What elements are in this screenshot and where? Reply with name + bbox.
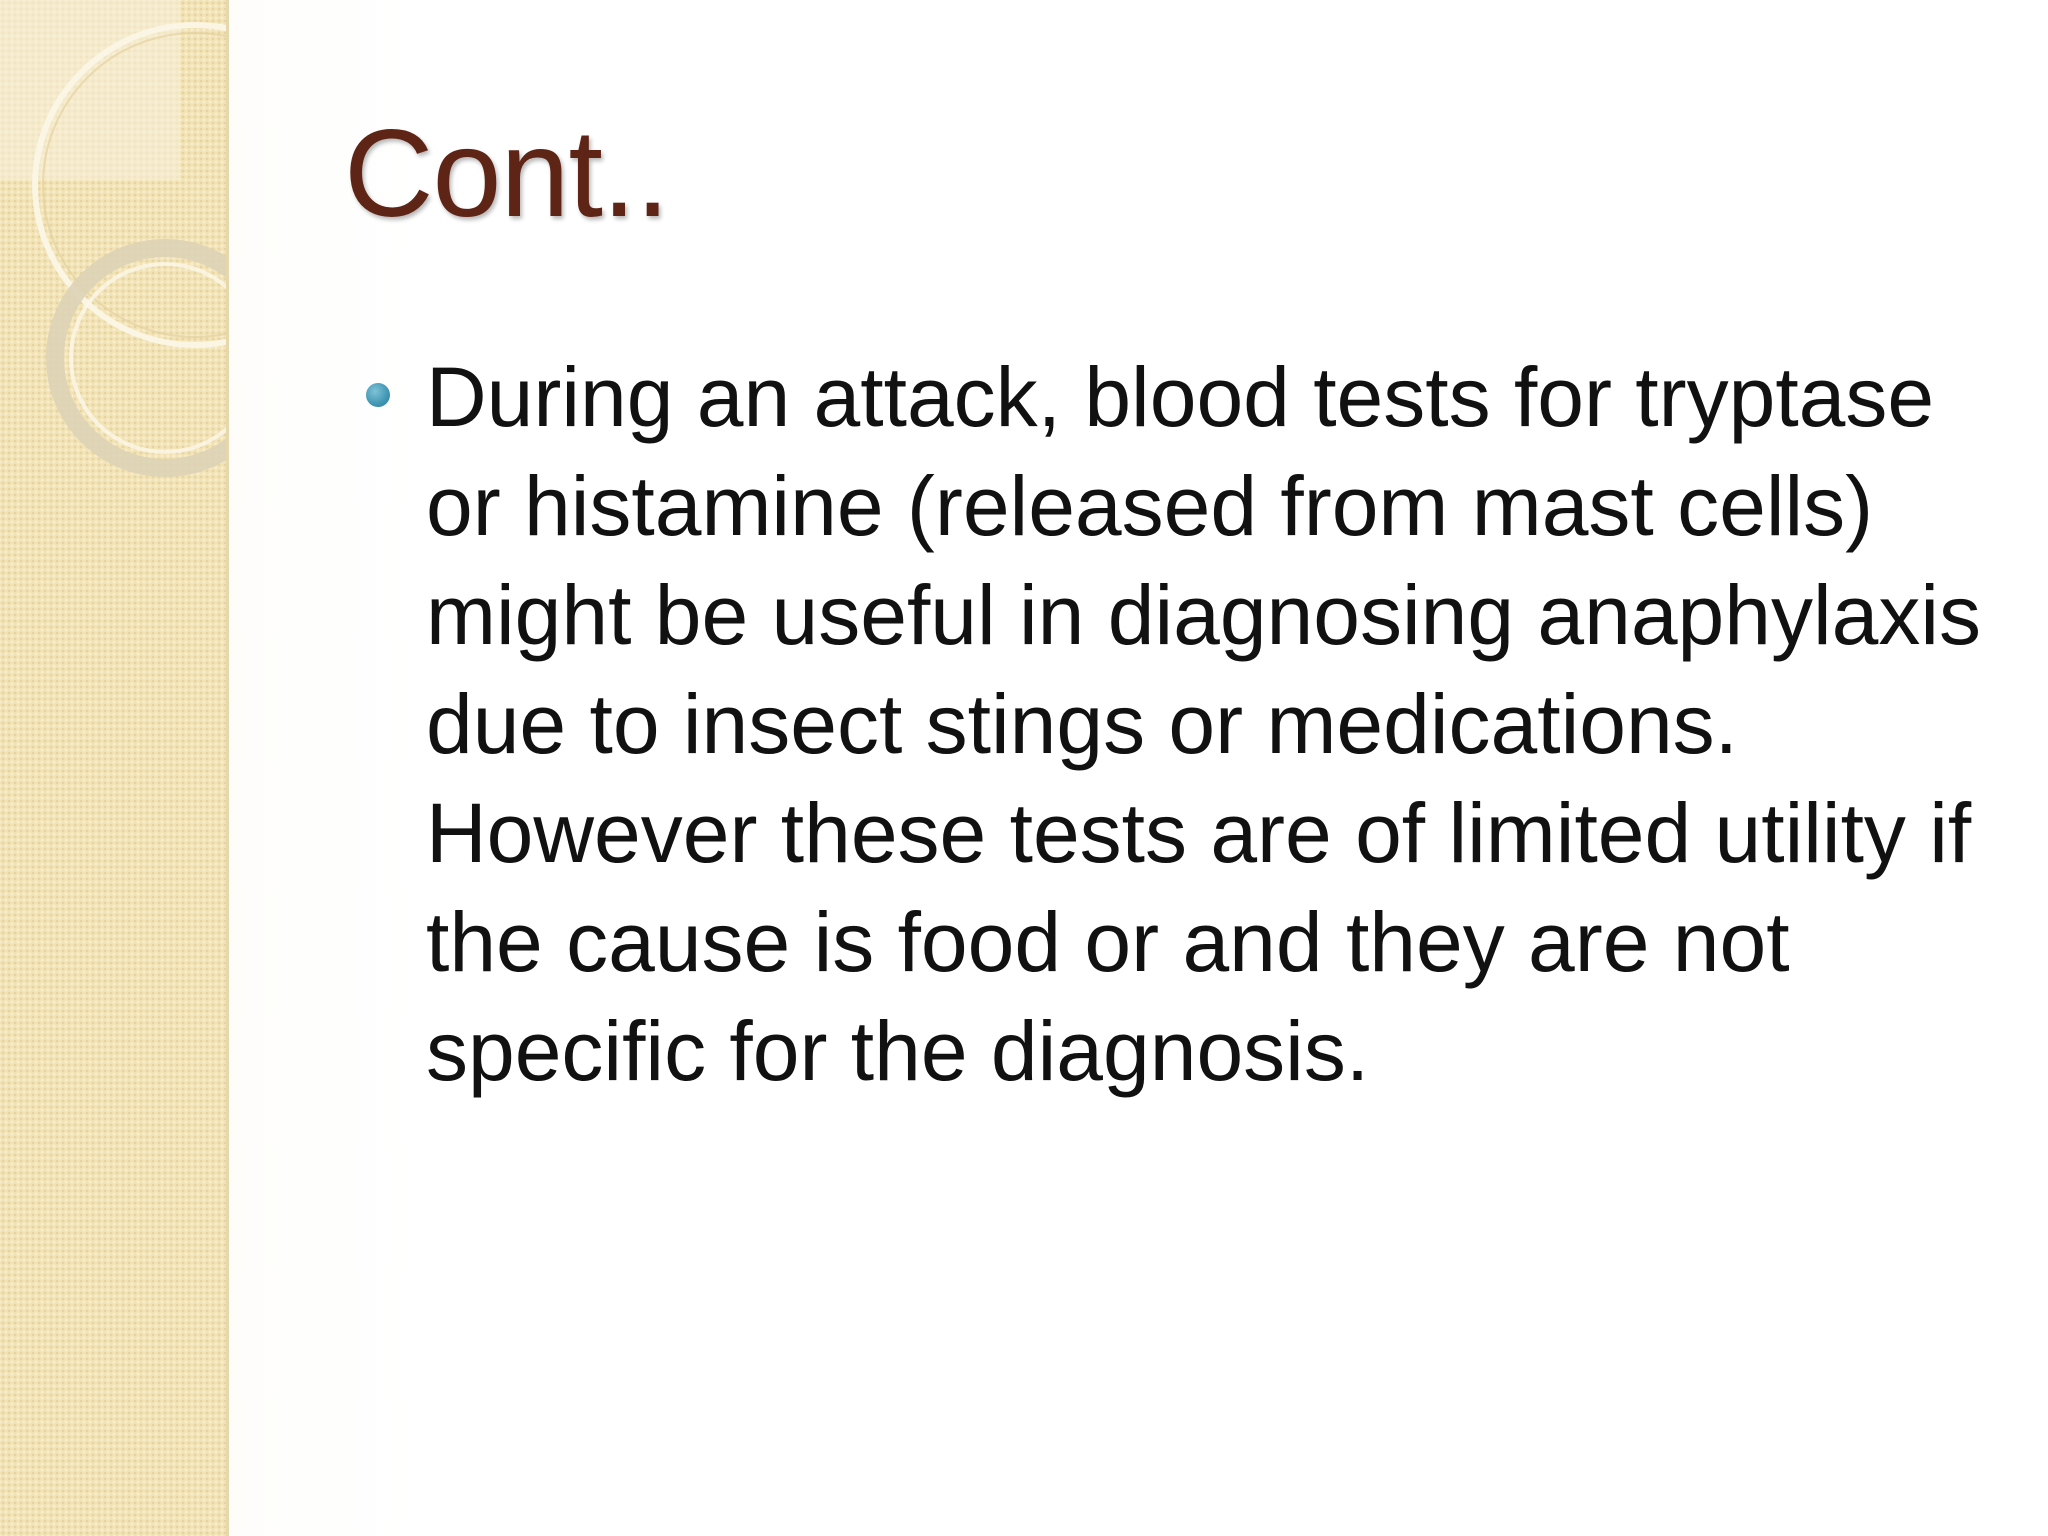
bullet-dot-icon (366, 383, 390, 407)
bullet-text: During an attack, blood tests for tryptase or histamine (released from mast cells) might be useful in diagnosing anaphylaxis due to insect stings or medications. However these tests are of limited utility if the cause is food or and they are not specific for the diagnosis. (426, 350, 1982, 1098)
bullet-item (366, 343, 2006, 1106)
decorative-rings (0, 0, 229, 520)
slide-title: Cont.. (344, 105, 669, 243)
bullet-list (366, 343, 2006, 1106)
decorative-side-panel (0, 0, 229, 1536)
side-panel-edge (226, 0, 229, 1536)
